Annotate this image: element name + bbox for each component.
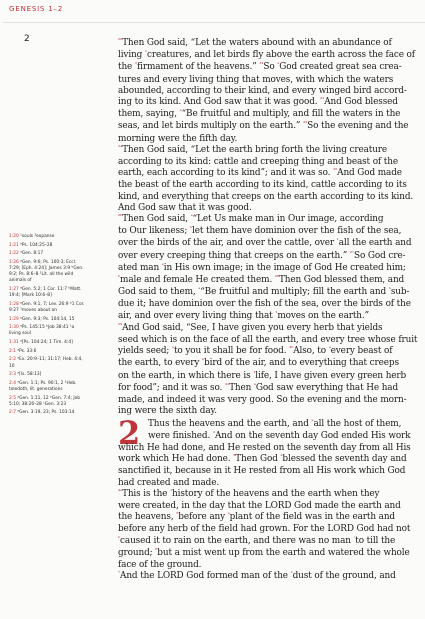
text-line: were created, in the day that the LORD God made the earth and [118, 500, 401, 511]
text-line: kind, and everything that creeps on the earth according to its kind. [118, 191, 414, 202]
footnote-text: ᵃGen. 9:3; Ps. 104:14, 15 [20, 316, 75, 322]
text-line: the $^{^2}$firmament of the heavens.” $^{^{21}}$So $^ᵃ$God created great sea crea- [118, 62, 402, 73]
text-line: yields seed; $^ᵃ$to you it shall be for food. $^{^{30}}$Also, to $^ᵃ$every beast of [118, 346, 393, 357]
text-line: for food”; and it was so. $^{^{31}}$Then $^ᵃ$God saw everything that He had [118, 382, 399, 393]
text-line: And God saw that it was good. [118, 202, 252, 213]
footnote-ref: 2:5 [9, 395, 16, 401]
footnote-ref: 2:4 [9, 380, 16, 386]
footnote-text: ᵃPs. 145:15 ᵇJob 38:41 ¹a living soul [9, 325, 75, 337]
text-line: the beast of the earth according to its kind, cattle according to its [118, 180, 407, 191]
text-line: to Our likeness; $^ᵇ$let them have dominion over the fish of the sea, [118, 226, 402, 237]
text-line: sanctified it, because in it He rested from all His work which God [118, 466, 406, 477]
text-line: according to its kind: cattle and creeping thing and beast of the [118, 157, 398, 168]
text-line: seed which is on the face of all the earth, and every tree whose fruit [118, 335, 418, 346]
text-line: were finished. $^{^2}$And on the seventh day God ended His work [148, 430, 411, 441]
footnote-text: ᵃ[Ps. 104:24; 1 Tim. 4:4] [20, 340, 73, 346]
footnote [9, 243, 85, 249]
footnote [9, 396, 85, 408]
text-line: over every creeping thing that creeps on the earth.” $^{^{27}}$So God cre- [118, 250, 406, 261]
text-line: $^{^{29}}$And God said, “See, I have given you every herb that yields [118, 322, 383, 333]
text-line: ated man $^ᵃ$in His own image; in the image of God He created him; [118, 262, 406, 273]
footnote-text: ᵃ[Is. 58:13] [17, 372, 42, 378]
footnote-ref: 1:22 [9, 251, 19, 257]
footnote [9, 234, 85, 240]
footnote [9, 287, 85, 299]
footnote-text: ᵃGen. 3:19, 23; Ps. 103:14 [17, 410, 75, 416]
footnote-ref: 1:26 [9, 260, 19, 266]
scripture-text [118, 38, 421, 583]
footnote [9, 317, 85, 323]
footnote [9, 302, 85, 314]
text-line: abounded, according to their kind, and every winged bird accord- [118, 85, 407, 96]
footnote-text: ᵃPs. 104:25–28 [20, 242, 53, 248]
footnote-text: ᵃGen. 9:6; Ps. 100:3; Eccl. 7:29; [Eph. 4:24]; James 3:9 ᵇGen. 9:2; Ps. 8:6–8 ¹Lit. all the wild animals of [9, 260, 84, 284]
text-line: on the earth, in which there is $^{^1}$life, I have given every green herb [118, 370, 407, 381]
text-line: seas, and let birds multiply on the earth.” $^{^{23}}$So the evening and the [118, 121, 409, 132]
text-line: tures and every living thing that moves, with which the waters [118, 74, 394, 85]
text-line: God said to them, $^ᵃ$“Be fruitful and multiply; fill the earth and $^ᵇ$sub- [118, 287, 410, 298]
text-line: the earth, to every $^ᵇ$bird of the air, and to everything that creeps [118, 358, 399, 369]
footnote [9, 357, 85, 369]
text-line: $^{^7}$And the LORD God formed man of the $^ᵃ$dust of the ground, and [118, 571, 396, 582]
text-line: before any herb of the field had grown. For the LORD God had not [118, 524, 411, 535]
text-line: had created and made. [118, 477, 220, 488]
footnote-column [9, 234, 85, 419]
footnote [9, 340, 85, 346]
text-line: the heavens, $^{^5}$before any $^ᵃ$plant of the field was in the earth and [118, 512, 395, 523]
footnote-text: ᵃGen. 9:1, 7; Lev. 26:9 ᵇ1 Cor. 9:27 ¹moves about on [9, 301, 85, 313]
footnote-ref: 2:1 [9, 348, 16, 354]
text-line: ground; $^{^6}$but a mist went up from the earth and watered the whole [118, 547, 410, 558]
footnote-ref: 1:27 [9, 287, 19, 293]
footnote [9, 260, 85, 284]
text-line: living $^{^1}$creatures, and let birds fly above the earth across the face of [118, 50, 415, 61]
chapter-number: 2 [118, 414, 141, 452]
text-line: face of the ground. [118, 559, 202, 570]
text-line: ing to its kind. And God saw that it was good. $^{^{22}}$And God blessed [118, 97, 398, 108]
text-line: $^{^{20}}$Then God said, “Let the waters abound with an abundance of [118, 38, 392, 48]
text-line: work which He had done. $^{^3}$Then God $^ᵃ$blessed the seventh day and [118, 454, 407, 465]
footnote-ref: 2:2 [9, 357, 16, 363]
footnote [9, 251, 85, 257]
text-line: $^{^{26}}$Then God said, $^ᵃ$“Let Us make man in Our image, according [118, 214, 384, 225]
footnote-ref: 2:3 [9, 372, 16, 378]
footnote-ref: 1:30 [9, 325, 19, 331]
text-line: $^{^{24}}$Then God said, “Let the earth bring forth the living creature [118, 144, 388, 155]
footnote [9, 349, 85, 355]
text-line: over the birds of the air, and over the cattle, over $^{^1}$all the earth and [118, 238, 412, 249]
text-line: made, and indeed it was very good. So the evening and the morn- [118, 395, 407, 406]
text-line: earth, each according to its kind”; and it was so. $^{^{25}}$And God made [118, 168, 402, 179]
footnote-ref: 1:21 [9, 242, 19, 248]
footnote-ref: 1:29 [9, 316, 19, 322]
text-line: which He had done, and He rested on the seventh day from all His [118, 442, 411, 453]
text-line: ing were the sixth day. [118, 406, 217, 417]
text-line: $^ᵇ$male and female He created them. $^{^{28}}$Then God blessed them, and [118, 275, 405, 286]
footnote-text: ᵃEx. 20:9–11; 31:17; Heb. 4:4, 10 [9, 357, 83, 369]
footnote-ref: 1:28 [9, 301, 19, 307]
text-line: them, saying, $^ᵃ$“Be fruitful and multiply, and fill the waters in the [118, 109, 401, 120]
footnote-text: ᵃGen. 5:2; 1 Cor. 11:7 ᵇMatt. 19:4; [Mark 10:6–8] [9, 287, 82, 299]
text-line: $^ᵇ$caused it to rain on the earth, and there was no man $^ᶜ$to till the [118, 535, 396, 546]
text-line: air, and over every living thing that $^{^1}$moves on the earth.” [118, 310, 370, 321]
text-line: morning were the fifth day. [118, 133, 238, 144]
footnote-ref: 2:7 [9, 410, 16, 416]
text-line: due it; have dominion over the fish of the sea, over the birds of the [118, 299, 411, 310]
page-number: 2 [24, 34, 30, 44]
footnote [9, 325, 85, 337]
footnote-ref: 1:20 [9, 234, 19, 239]
footnote-text: ᵃPs. 33:6 [17, 348, 37, 354]
text-line: $^{^4ᵃ}$This is the $^{^1}$history of the heavens and the earth when they [118, 488, 380, 499]
footnote [9, 410, 85, 416]
text-line: Thus the heavens and the earth, and $^ᵃ$all the host of them, [148, 418, 402, 429]
footnote-text: ᵃGen. 8:17 [20, 251, 44, 257]
footnote-text: ᵃGen. 1:11, 12 ᵇGen. 7:4; Job 5:10; 38:26–28 ᶜGen. 3:23 [9, 395, 81, 407]
book-reference: GENESIS 1–2 [9, 4, 63, 13]
footnote [9, 372, 85, 378]
header-rule [3, 22, 425, 23]
footnote-text: ¹souls ²expanse [20, 234, 55, 239]
footnote [9, 381, 85, 393]
footnote-text: ᵃGen. 1:1; Ps. 90:1, 2 ¹Heb. toledoth, lit. generations [9, 380, 77, 392]
footnote-ref: 1:31 [9, 340, 19, 346]
